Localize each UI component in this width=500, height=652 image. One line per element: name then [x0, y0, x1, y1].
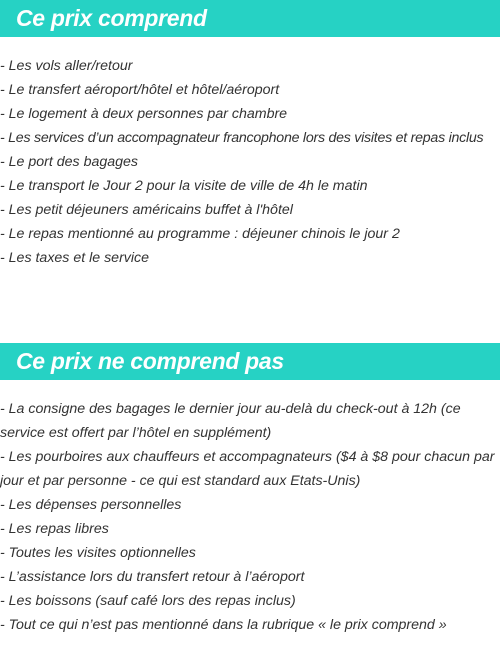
excluded-items-list	[0, 397, 500, 637]
excluded-item: - Les repas libres	[0, 521, 109, 537]
included-item: - Les taxes et le service	[0, 250, 150, 266]
included-item: - Les vols aller/retour	[0, 58, 133, 74]
included-item: - Le transfert aéroport/hôtel et hôtel/aéroport	[0, 82, 280, 98]
included-items-list	[0, 54, 500, 270]
excluded-item: - Les pourboires aux chauffeurs et accompagnateurs ($4 à $8 pour chacun par jour et par personne - ce qui est standard aux Etats-Unis)	[0, 449, 495, 489]
excluded-item: - L’assistance lors du transfert retour à l’aéroport	[0, 569, 305, 585]
excluded-item: - Tout ce qui n’est pas mentionné dans la rubrique « le prix comprend »	[0, 617, 447, 633]
excluded-section-title: Ce prix ne comprend pas	[16, 348, 284, 374]
included-item: - Le port des bagages	[0, 154, 139, 170]
excluded-item: - Les boissons (sauf café lors des repas inclus)	[0, 593, 296, 609]
included-section-header	[0, 0, 500, 37]
included-section-title: Ce prix comprend	[16, 5, 207, 31]
excluded-item: - La consigne des bagages le dernier jour au-delà du check-out à 12h (ce service est offert par l’hôtel en supplément)	[0, 401, 461, 441]
included-item: - Le transport le Jour 2 pour la visite de ville de 4h le matin	[0, 178, 368, 194]
included-item: - Les services d’un accompagnateur francophone lors des visites et repas inclus	[0, 130, 484, 146]
excluded-section-header	[0, 343, 500, 380]
included-item: - Le logement à deux personnes par chambre	[0, 106, 288, 122]
excluded-item: - Toutes les visites optionnelles	[0, 545, 196, 561]
excluded-item: - Les dépenses personnelles	[0, 497, 182, 513]
included-item: - Les petit déjeuners américains buffet à l'hôtel	[0, 202, 293, 218]
included-item: - Le repas mentionné au programme : déjeuner chinois le jour 2	[0, 226, 400, 242]
